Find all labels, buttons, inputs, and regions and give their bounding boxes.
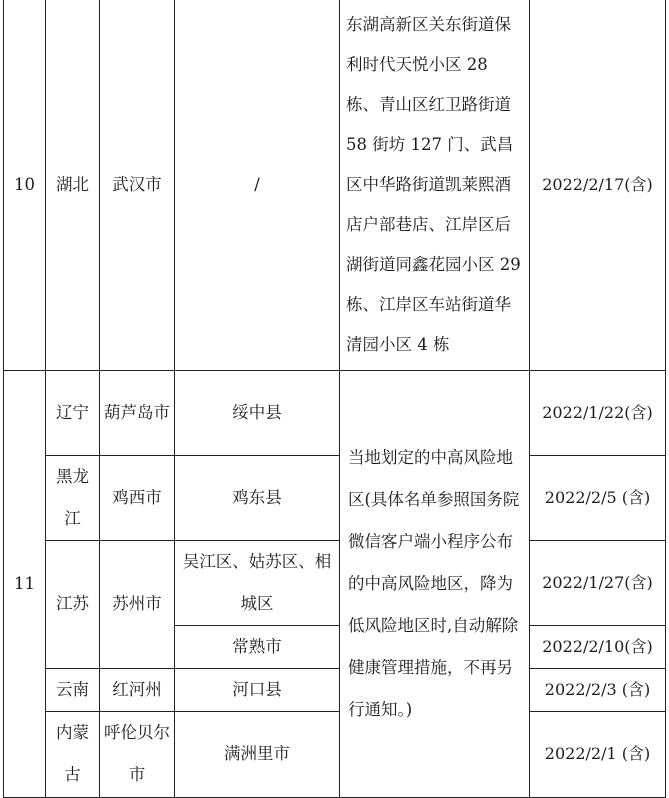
table-row xyxy=(4,0,666,370)
table-row xyxy=(4,668,666,711)
district-cell: 河口县 xyxy=(175,668,340,711)
table-row xyxy=(4,711,666,797)
province-cell: 江苏 xyxy=(46,540,100,668)
province-cell: 辽宁 xyxy=(46,370,100,455)
city-cell: 红河州 xyxy=(100,668,175,711)
district-cell: 鸡东县 xyxy=(175,455,340,540)
province-cell: 内蒙古 xyxy=(46,711,100,797)
city-cell: 苏州市 xyxy=(100,540,175,668)
date-cell: 2022/2/5 (含) xyxy=(530,455,666,540)
city-cell: 呼伦贝尔市 xyxy=(100,711,175,797)
table-row xyxy=(4,540,666,625)
row-number: 11 xyxy=(4,370,46,797)
city-cell: 鸡西市 xyxy=(100,455,175,540)
district-cell: 满洲里市 xyxy=(175,711,340,797)
measures-cell: 当地划定的中高风险地区(具体名单参照国务院微信客户端小程序公布的中高风险地区，降为低风险地区时,自动解除健康管理措施，不再另行通知。) xyxy=(340,370,530,797)
date-cell: 2022/2/17(含) xyxy=(530,0,666,370)
row-number: 10 xyxy=(4,0,46,370)
date-cell: 2022/1/27(含) xyxy=(530,540,666,625)
risk-area-cell: 东湖高新区关东街道保利时代天悦小区 28 栋、青山区红卫路街道 58 街坊 127 门、武昌区中华路街道凯莱熙酒店户部巷店、江岸区后湖街道同鑫花园小区 29 栋、江岸区车站街道华清园小区 4 栋 xyxy=(340,0,530,370)
risk-area-table xyxy=(3,0,666,798)
province-cell: 湖北 xyxy=(46,0,100,370)
table-row xyxy=(4,455,666,540)
district-cell: 绥中县 xyxy=(175,370,340,455)
date-cell: 2022/2/10(含) xyxy=(530,625,666,668)
date-cell: 2022/2/1 (含) xyxy=(530,711,666,797)
city-cell: 葫芦岛市 xyxy=(100,370,175,455)
date-cell: 2022/1/22(含) xyxy=(530,370,666,455)
district-cell: 吴江区、姑苏区、相城区 xyxy=(175,540,340,625)
table-row xyxy=(4,370,666,455)
date-cell: 2022/2/3 (含) xyxy=(530,668,666,711)
province-cell: 黑龙江 xyxy=(46,455,100,540)
city-cell: 武汉市 xyxy=(100,0,175,370)
district-cell: / xyxy=(175,0,340,370)
province-cell: 云南 xyxy=(46,668,100,711)
district-cell: 常熟市 xyxy=(175,625,340,668)
